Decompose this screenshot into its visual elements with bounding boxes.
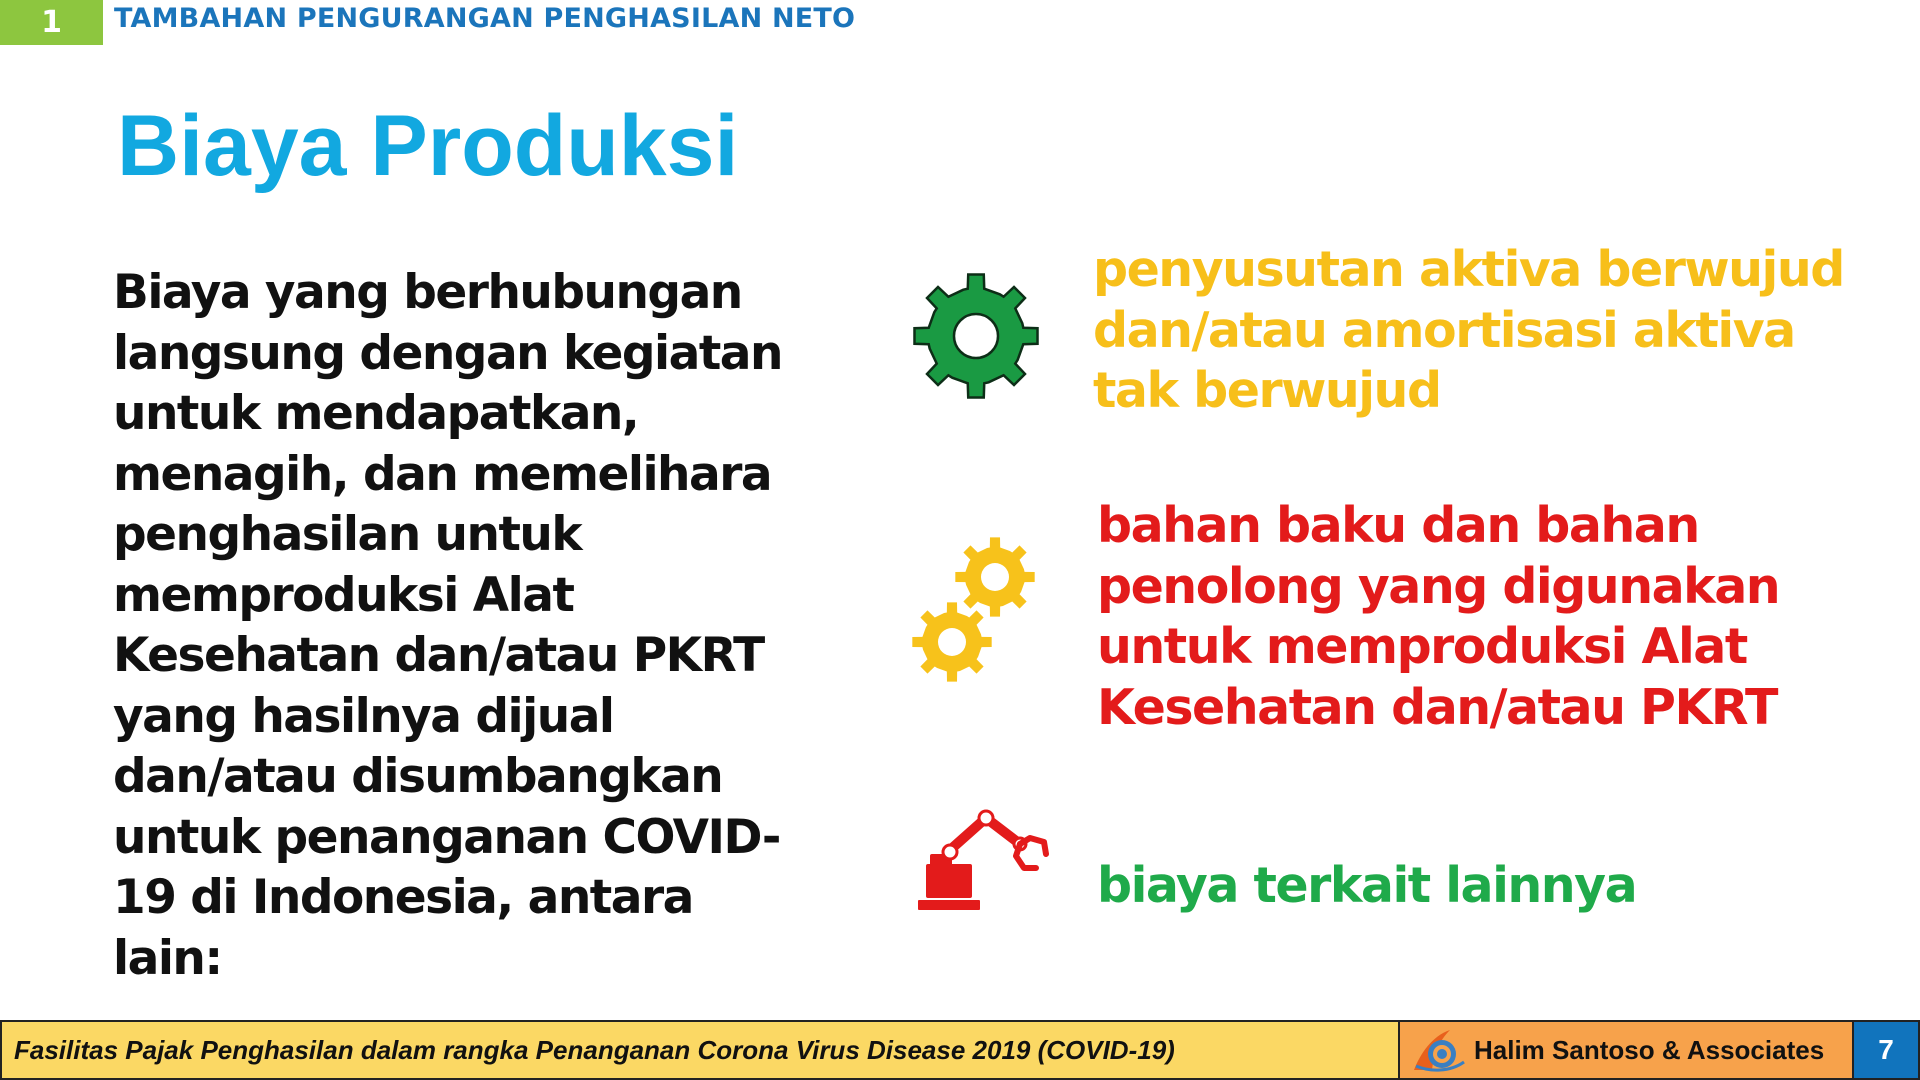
item-text-other-costs: biaya terkait lainnya xyxy=(1097,857,1637,914)
company-logo-icon xyxy=(1410,1026,1466,1074)
section-number: 1 xyxy=(0,0,103,45)
page-title: Biaya Produksi xyxy=(117,98,739,194)
section-title: TAMBAHAN PENGURANGAN PENGHASILAN NETO xyxy=(114,2,856,34)
item-text-raw-materials: bahan baku dan bahan penolong yang digunakan untuk memproduksi Alat Kesehatan dan/atau PKRT xyxy=(1097,497,1780,736)
description-text: Biaya yang berhubungan langsung dengan kegiatan untuk mendapatkan, menagih, dan memelihara penghasilan untuk memproduksi Alat Kesehatan dan/atau PKRT yang hasilnya dijual dan/atau disumbangkan untuk penanganan COVID-19 di Indonesia, antara lain: xyxy=(113,265,782,986)
robot-arm-icon xyxy=(916,808,1054,914)
company-name: Halim Santoso & Associates xyxy=(1474,1034,1825,1065)
item-text-depreciation: penyusutan aktiva berwujud dan/atau amortisasi aktiva tak berwujud xyxy=(1093,241,1844,419)
presentation-title: Fasilitas Pajak Penghasilan dalam rangka Penanganan Corona Virus Disease 2019 (COVID-19) xyxy=(0,1020,1400,1080)
gear-icon xyxy=(912,272,1040,400)
page-number: 7 xyxy=(1852,1020,1920,1080)
gears-icon xyxy=(910,530,1046,690)
company-section xyxy=(1400,1020,1852,1080)
footer-bar xyxy=(0,1020,1920,1080)
